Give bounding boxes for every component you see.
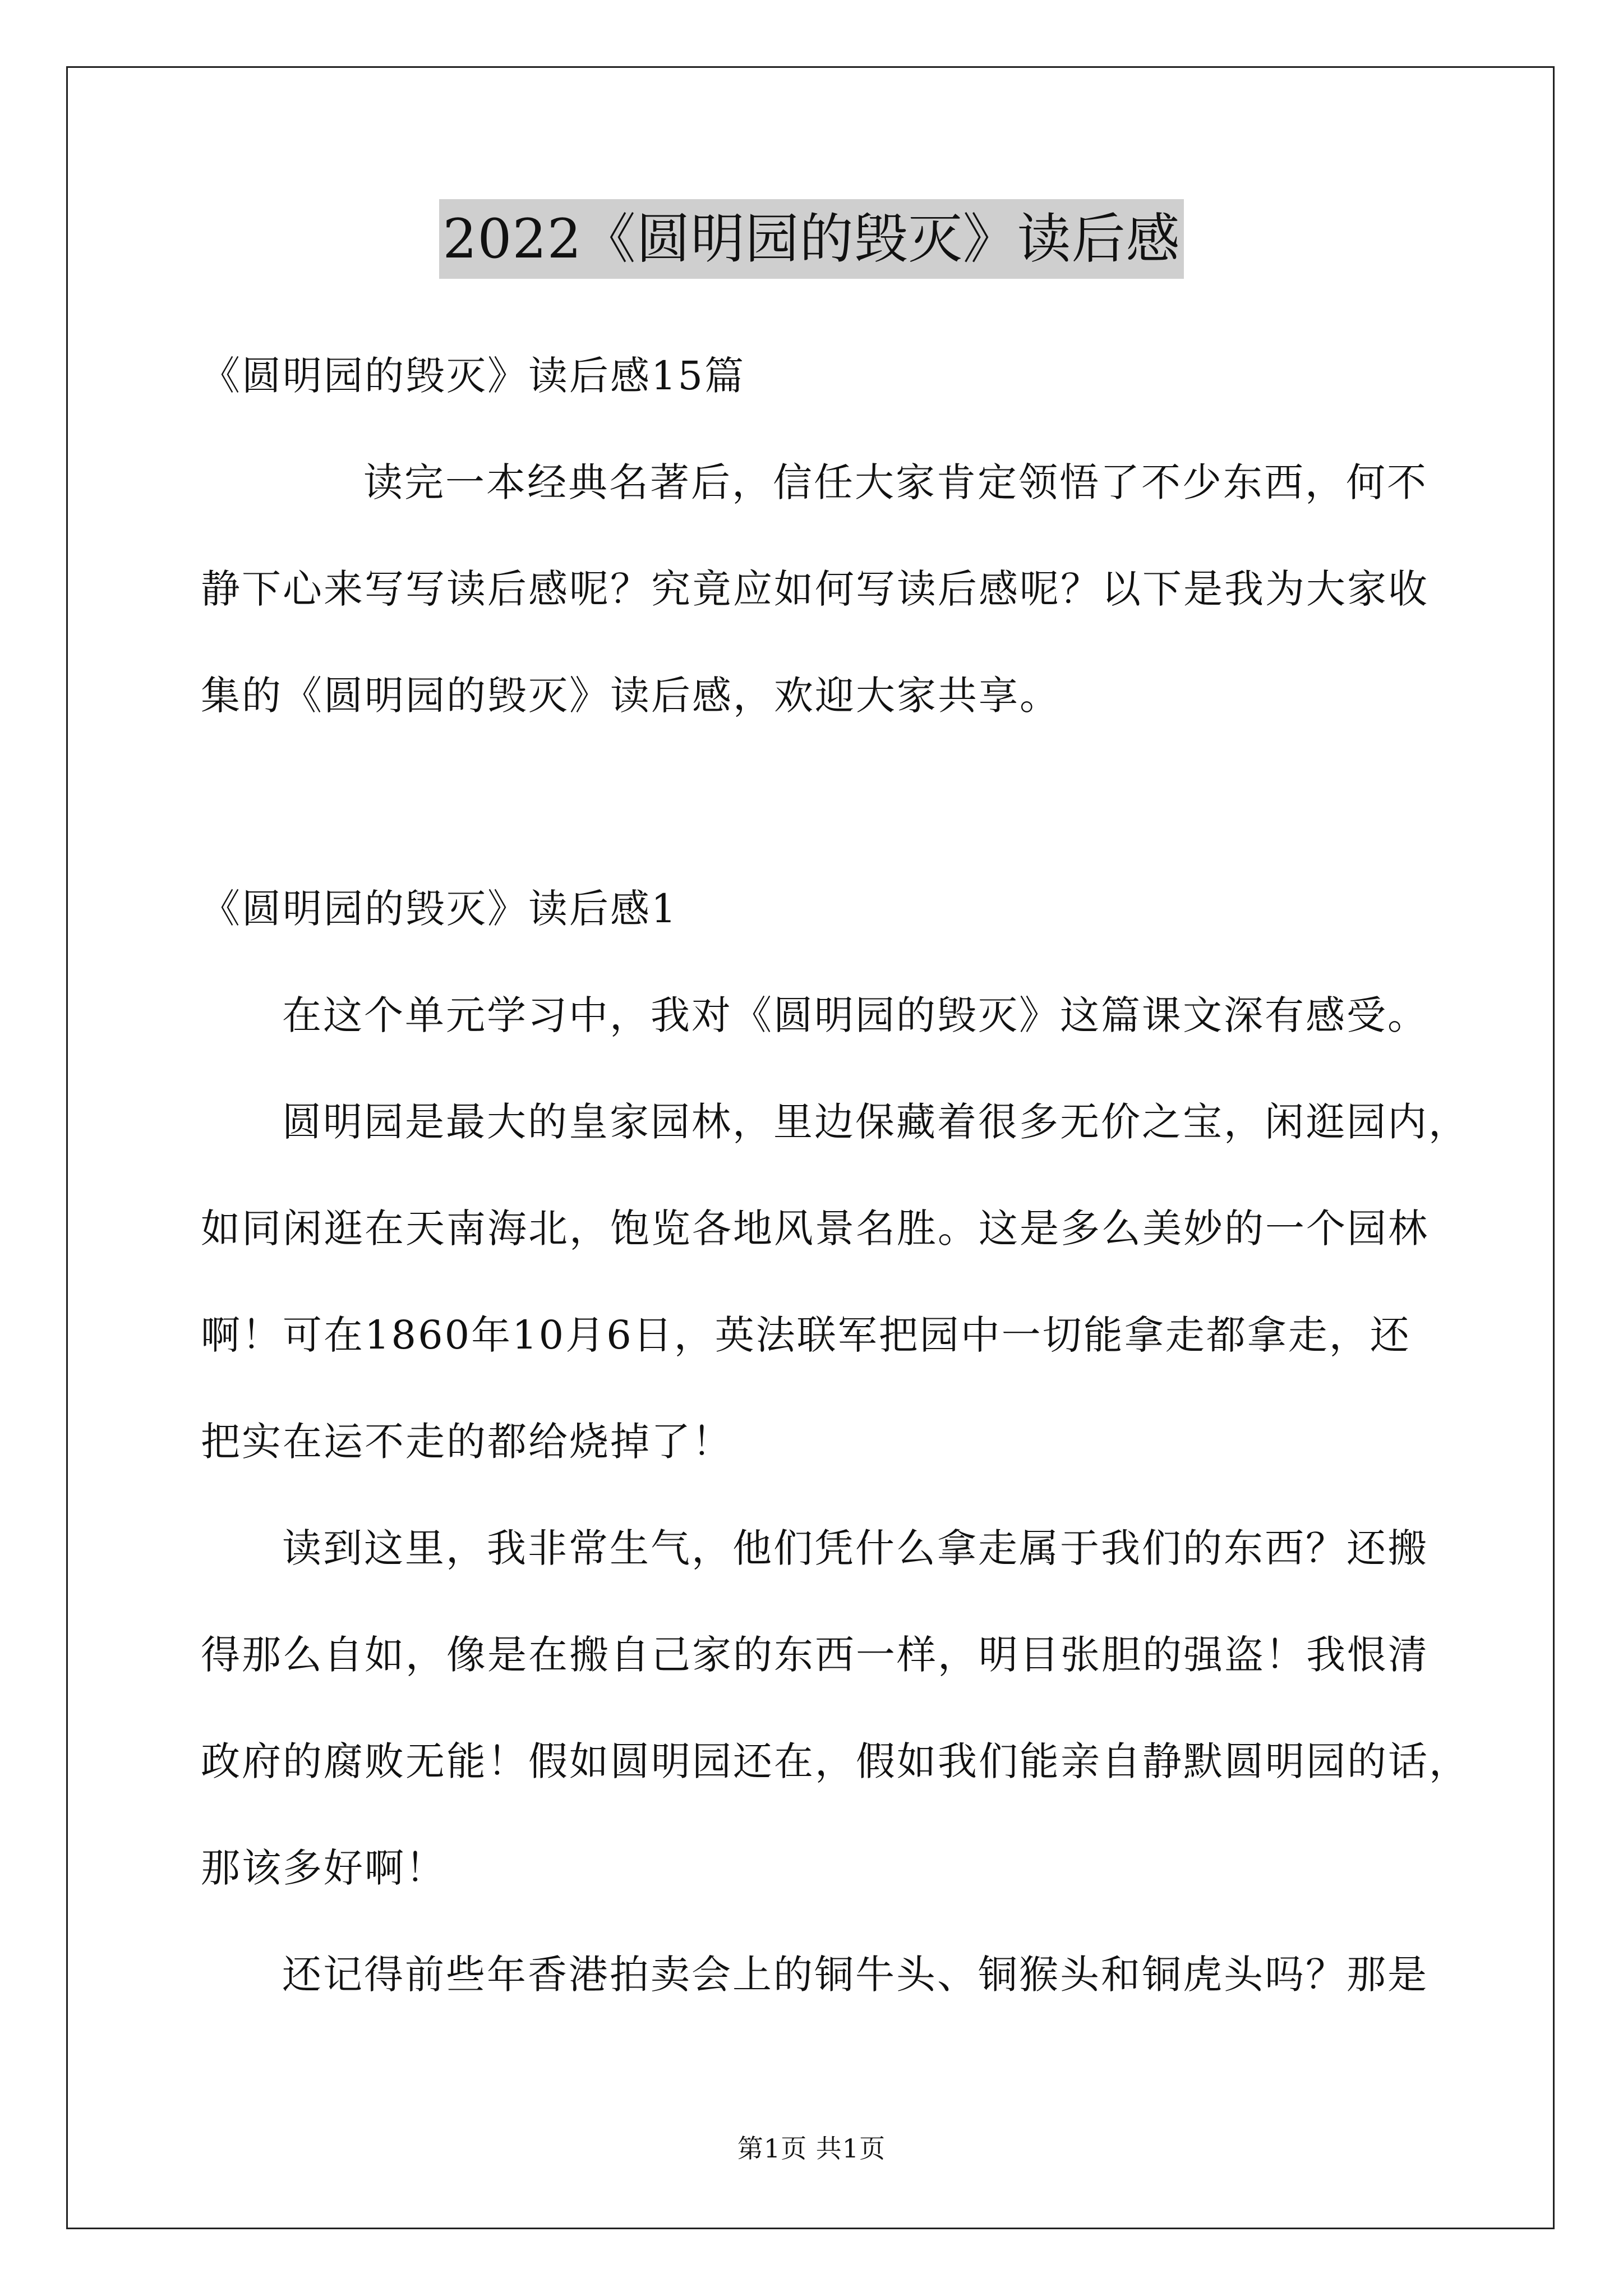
document-title: 2022《圆明园的毁灭》读后感 [439, 199, 1183, 279]
paragraph-line: 在这个单元学习中，我对《圆明园的毁灭》这篇课文深有感受。 [282, 992, 1428, 1038]
blank-line [201, 771, 1435, 878]
paragraph-line: 把实在运不走的都给烧掉了！ [201, 1419, 733, 1465]
paragraph-line: 圆明园是最大的皇家园林，里边保藏着很多无价之宝，闲逛园内， [282, 1099, 1469, 1145]
document-body [201, 345, 1470, 2050]
paragraph-line: 那该多好啊！ [201, 1845, 446, 1891]
paragraph-line: 读完一本经典名著后，信任大家肯定领悟了不少东西，何不 [363, 459, 1428, 505]
paragraph-line: 得那么自如，像是在搬自己家的东西一样，明目张胆的强盗！我恨清 [201, 1632, 1429, 1678]
page-footer: 第1页 共1页 [737, 2133, 886, 2164]
paragraph-line: 静下心来写写读后感呢？究竟应如何写读后感呢？以下是我为大家收 [201, 566, 1429, 612]
paragraph-line: 读到这里，我非常生气，他们凭什么拿走属于我们的东西？还搬 [282, 1525, 1428, 1571]
title-container [0, 199, 1623, 279]
paragraph-line: 还记得前些年香港拍卖会上的铜牛头、铜猴头和铜虎头吗？那是 [282, 1952, 1428, 1998]
paragraph-line: 如同闲逛在天南海北，饱览各地风景名胜。这是多么美妙的一个园林 [201, 1205, 1429, 1251]
paragraph-line: 集的《圆明园的毁灭》读后感，欢迎大家共享。 [201, 673, 1061, 719]
section-heading: 《圆明园的毁灭》读后感1 [201, 886, 678, 932]
paragraph-line: 啊！可在1860年10月6日，英法联军把园中一切能拿走都拿走，还 [201, 1312, 1411, 1358]
subtitle-line: 《圆明园的毁灭》读后感15篇 [201, 353, 746, 399]
paragraph-line: 政府的腐败无能！假如圆明园还在，假如我们能亲自静默圆明园的话， [201, 1738, 1470, 1784]
